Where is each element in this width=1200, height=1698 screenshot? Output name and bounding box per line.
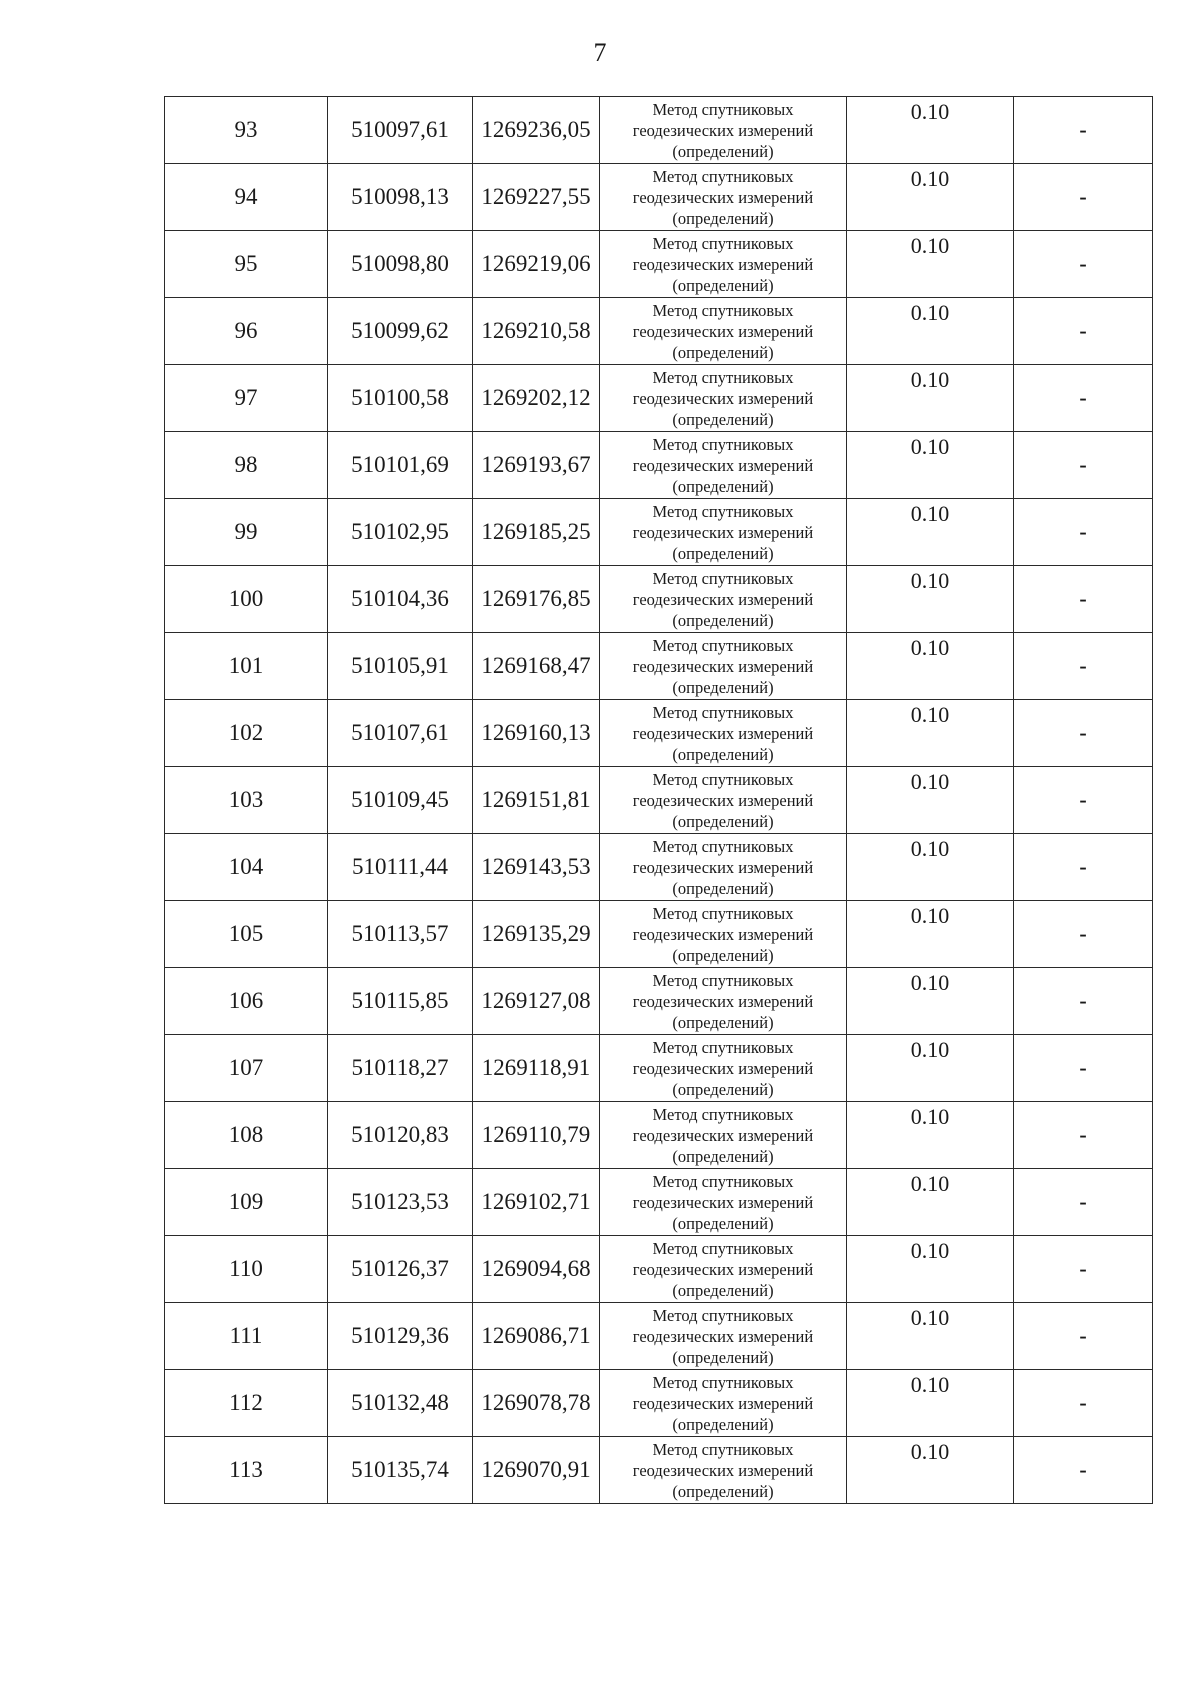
accuracy-cell [847,432,1014,499]
table-row [165,1102,1153,1169]
point-number-cell: 106 [165,968,328,1035]
table-row [165,767,1153,834]
method-text: Метод спутниковых геодезических измерений (определений) [632,1171,814,1233]
coordinate-x-cell: 510111,44 [328,834,473,901]
accuracy-cell [847,901,1014,968]
coordinate-y-cell: 1269193,67 [473,432,600,499]
accuracy-text: 0.10 [910,1439,950,1464]
coordinate-x-cell: 510123,53 [328,1169,473,1236]
method-text: Метод спутниковых геодезических измерений (определений) [632,568,814,630]
table-row [165,968,1153,1035]
point-number-cell: 111 [165,1303,328,1370]
coordinate-y-cell: 1269135,29 [473,901,600,968]
point-number-cell: 113 [165,1437,328,1504]
accuracy-text: 0.10 [910,903,950,928]
coordinate-x-cell: 510104,36 [328,566,473,633]
coordinate-y-cell: 1269227,55 [473,164,600,231]
method-text: Метод спутниковых геодезических измерений (определений) [632,166,814,228]
table-row [165,432,1153,499]
table-row [165,365,1153,432]
point-number-cell: 96 [165,298,328,365]
note-cell: - [1014,231,1153,298]
method-text: Метод спутниковых геодезических измерений (определений) [632,1372,814,1434]
method-text: Метод спутниковых геодезических измерений (определений) [632,769,814,831]
accuracy-text: 0.10 [910,233,950,258]
accuracy-cell [847,164,1014,231]
note-cell: - [1014,97,1153,164]
method-cell [600,1102,847,1169]
coordinate-y-cell: 1269202,12 [473,365,600,432]
note-cell: - [1014,1035,1153,1102]
accuracy-cell [847,834,1014,901]
accuracy-text: 0.10 [910,367,950,392]
method-cell [600,231,847,298]
table-row [165,164,1153,231]
coordinate-y-cell: 1269102,71 [473,1169,600,1236]
accuracy-text: 0.10 [910,1238,950,1263]
coordinate-x-cell: 510101,69 [328,432,473,499]
accuracy-cell [847,97,1014,164]
coordinate-x-cell: 510129,36 [328,1303,473,1370]
coordinate-y-cell: 1269210,58 [473,298,600,365]
accuracy-cell [847,1169,1014,1236]
accuracy-text: 0.10 [910,702,950,727]
accuracy-text: 0.10 [910,769,950,794]
note-cell: - [1014,499,1153,566]
coordinate-y-cell: 1269185,25 [473,499,600,566]
table-row [165,1303,1153,1370]
accuracy-text: 0.10 [910,434,950,459]
table-row [165,1236,1153,1303]
coordinate-x-cell: 510118,27 [328,1035,473,1102]
accuracy-cell [847,1437,1014,1504]
coordinate-y-cell: 1269151,81 [473,767,600,834]
coordinate-x-cell: 510120,83 [328,1102,473,1169]
accuracy-cell [847,499,1014,566]
accuracy-cell [847,1102,1014,1169]
method-cell [600,1236,847,1303]
accuracy-cell [847,767,1014,834]
coordinate-y-cell: 1269143,53 [473,834,600,901]
coordinate-x-cell: 510115,85 [328,968,473,1035]
accuracy-text: 0.10 [910,568,950,593]
method-cell [600,834,847,901]
accuracy-cell [847,700,1014,767]
table-row [165,499,1153,566]
accuracy-cell [847,231,1014,298]
accuracy-text: 0.10 [910,99,950,124]
coordinate-y-cell: 1269236,05 [473,97,600,164]
note-cell: - [1014,767,1153,834]
point-number-cell: 105 [165,901,328,968]
note-cell: - [1014,700,1153,767]
method-cell [600,968,847,1035]
method-cell [600,1035,847,1102]
note-cell: - [1014,1102,1153,1169]
accuracy-cell [847,1236,1014,1303]
accuracy-text: 0.10 [910,635,950,660]
point-number-cell: 97 [165,365,328,432]
point-number-cell: 94 [165,164,328,231]
method-text: Метод спутниковых геодезических измерений (определений) [632,1238,814,1300]
coordinate-x-cell: 510109,45 [328,767,473,834]
method-text: Метод спутниковых геодезических измерений (определений) [632,903,814,965]
accuracy-text: 0.10 [910,1037,950,1062]
accuracy-cell [847,633,1014,700]
method-text: Метод спутниковых геодезических измерений (определений) [632,1439,814,1501]
table-row [165,633,1153,700]
point-number-cell: 108 [165,1102,328,1169]
method-text: Метод спутниковых геодезических измерений (определений) [632,836,814,898]
table-row [165,97,1153,164]
accuracy-cell [847,566,1014,633]
coordinate-x-cell: 510099,62 [328,298,473,365]
method-cell [600,1169,847,1236]
coordinate-x-cell: 510098,13 [328,164,473,231]
coordinate-x-cell: 510107,61 [328,700,473,767]
accuracy-text: 0.10 [910,1372,950,1397]
accuracy-cell [847,968,1014,1035]
accuracy-cell [847,1303,1014,1370]
coordinate-x-cell: 510113,57 [328,901,473,968]
point-number-cell: 109 [165,1169,328,1236]
note-cell: - [1014,968,1153,1035]
note-cell: - [1014,633,1153,700]
method-cell [600,1437,847,1504]
coordinate-x-cell: 510132,48 [328,1370,473,1437]
accuracy-cell [847,1035,1014,1102]
coordinate-x-cell: 510102,95 [328,499,473,566]
method-cell [600,1370,847,1437]
table-row [165,834,1153,901]
method-text: Метод спутниковых геодезических измерений (определений) [632,970,814,1032]
coordinate-y-cell: 1269086,71 [473,1303,600,1370]
accuracy-cell [847,1370,1014,1437]
accuracy-cell [847,298,1014,365]
note-cell: - [1014,298,1153,365]
note-cell: - [1014,1303,1153,1370]
point-number-cell: 98 [165,432,328,499]
note-cell: - [1014,432,1153,499]
coordinate-y-cell: 1269070,91 [473,1437,600,1504]
method-text: Метод спутниковых геодезических измерений (определений) [632,99,814,161]
note-cell: - [1014,164,1153,231]
method-text: Метод спутниковых геодезических измерений (определений) [632,434,814,496]
point-number-cell: 99 [165,499,328,566]
point-number-cell: 104 [165,834,328,901]
method-text: Метод спутниковых геодезических измерений (определений) [632,635,814,697]
table-row [165,298,1153,365]
table-row [165,566,1153,633]
coordinate-x-cell: 510098,80 [328,231,473,298]
method-text: Метод спутниковых геодезических измерений (определений) [632,233,814,295]
accuracy-cell [847,365,1014,432]
method-cell [600,298,847,365]
note-cell: - [1014,834,1153,901]
point-number-cell: 100 [165,566,328,633]
coordinate-y-cell: 1269176,85 [473,566,600,633]
coordinate-x-cell: 510105,91 [328,633,473,700]
coordinate-y-cell: 1269078,78 [473,1370,600,1437]
coordinates-table-body [165,97,1153,1504]
coordinate-x-cell: 510126,37 [328,1236,473,1303]
coordinate-x-cell: 510135,74 [328,1437,473,1504]
method-text: Метод спутниковых геодезических измерений (определений) [632,300,814,362]
method-cell [600,499,847,566]
method-cell [600,633,847,700]
table-row [165,1169,1153,1236]
point-number-cell: 112 [165,1370,328,1437]
method-cell [600,566,847,633]
note-cell: - [1014,1236,1153,1303]
method-cell [600,365,847,432]
method-text: Метод спутниковых геодезических измерений (определений) [632,367,814,429]
table-row [165,1035,1153,1102]
accuracy-text: 0.10 [910,836,950,861]
coordinate-y-cell: 1269219,06 [473,231,600,298]
point-number-cell: 107 [165,1035,328,1102]
note-cell: - [1014,365,1153,432]
coordinates-table [164,96,1153,1504]
point-number-cell: 103 [165,767,328,834]
coordinate-y-cell: 1269118,91 [473,1035,600,1102]
coordinate-y-cell: 1269168,47 [473,633,600,700]
method-text: Метод спутниковых геодезических измерений (определений) [632,1104,814,1166]
accuracy-text: 0.10 [910,501,950,526]
method-text: Метод спутниковых геодезических измерений (определений) [632,501,814,563]
note-cell: - [1014,1437,1153,1504]
note-cell: - [1014,901,1153,968]
point-number-cell: 93 [165,97,328,164]
accuracy-text: 0.10 [910,300,950,325]
method-cell [600,97,847,164]
table-row [165,231,1153,298]
note-cell: - [1014,566,1153,633]
method-text: Метод спутниковых геодезических измерений (определений) [632,1305,814,1367]
method-cell [600,901,847,968]
method-cell [600,164,847,231]
accuracy-text: 0.10 [910,1171,950,1196]
point-number-cell: 95 [165,231,328,298]
table-row [165,901,1153,968]
method-text: Метод спутниковых геодезических измерений (определений) [632,1037,814,1099]
method-cell [600,432,847,499]
coordinate-y-cell: 1269110,79 [473,1102,600,1169]
method-text: Метод спутниковых геодезических измерений (определений) [632,702,814,764]
point-number-cell: 110 [165,1236,328,1303]
accuracy-text: 0.10 [910,1104,950,1129]
note-cell: - [1014,1169,1153,1236]
accuracy-text: 0.10 [910,1305,950,1330]
point-number-cell: 101 [165,633,328,700]
accuracy-text: 0.10 [910,970,950,995]
coordinate-y-cell: 1269094,68 [473,1236,600,1303]
table-row [165,700,1153,767]
point-number-cell: 102 [165,700,328,767]
accuracy-text: 0.10 [910,166,950,191]
coordinate-x-cell: 510100,58 [328,365,473,432]
coordinate-y-cell: 1269160,13 [473,700,600,767]
method-cell [600,700,847,767]
method-cell [600,767,847,834]
method-cell [600,1303,847,1370]
coordinate-y-cell: 1269127,08 [473,968,600,1035]
coordinate-x-cell: 510097,61 [328,97,473,164]
table-row [165,1370,1153,1437]
note-cell: - [1014,1370,1153,1437]
page-number: 7 [593,38,607,67]
table-row [165,1437,1153,1504]
